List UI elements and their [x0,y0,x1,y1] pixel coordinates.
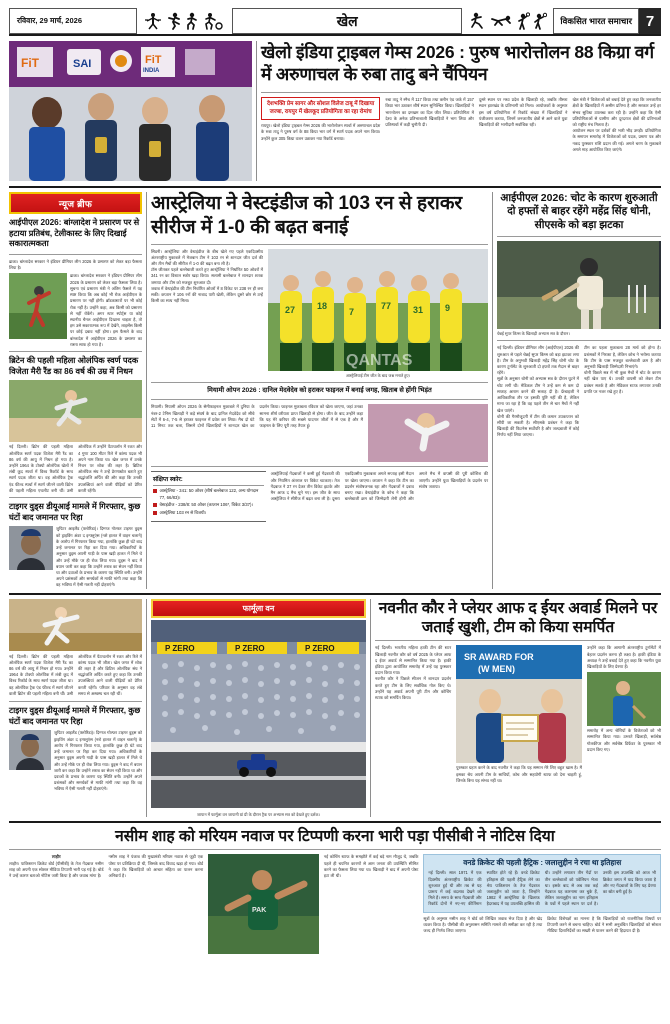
main-intro: सिडनी। आस्ट्रेलिया और वेस्टइंडीज के बीच खेले गए पहले एकदिवसीय अंतरराष्ट्रीय मुकाबले में मेजबान टीम ने 103 रन से शानदार जीत दर्ज की और तीन मैचों की सीरीज में 1-0 की बढ़त बना ली है। [151,248,263,266]
ipl-para-2: धोनी की गैरमौजूदगी में टीम की कमान उपकप्तान को सौंपी जा सकती है। सीएसके प्रबंधन ने कहा कि खिलाड़ी की फिटनेस सर्वोपरि है और जल्दबाजी में कोई निर्णय नहीं लिया जाएगा। [497,413,579,438]
athlete-action-photo [9,599,142,651]
hurdler-icon [470,12,486,30]
brief-headline-2: टाइगर वुड्स डीयूआई मामले में गिरफ्तार, कुछ घंटों बाद जमानत पर रिहा [9,502,141,522]
ipl-para-0: नई दिल्ली। इंडियन प्रीमियर लीग (आईपीएल) 2026 की शुरुआत से पहले चेन्नई सुपर किंग्स को बड़ा झटका लगा है। टीम के अनुभवी खिलाड़ी महेंद्र सिंह धोनी चोट के कारण टूर्नामेंट के शुरुआती दो हफ्तों तक मैदान से बाहर रहेंगे। [497,345,579,376]
page-number: 7 [639,8,661,34]
score-box-title: संक्षिप्त स्कोर: [153,475,264,486]
svg-text:31: 31 [413,304,424,315]
masthead-icons-right [464,8,553,34]
navneet-story-block [375,599,661,817]
middle-band [9,192,661,589]
naseem-headline: नसीम शाह को मरियम नवाज पर टिप्पणी करना भारी पड़ा पीसीबी ने नोटिस दिया [115,827,555,845]
score-line-2: आस्ट्रेलिया 103 रन से विजयी। [153,510,264,516]
main-para-0: टॉस जीतकर पहले बल्लेबाजी करते हुए आस्ट्रेलिया ने निर्धारित 50 ओवरों में 341 रन का विशाल स्कोर खड़ा किया। सलामी बल्लेबाज ने शानदार शतक जमाया और टीम को मजबूत शुरुआत दी। [151,267,263,285]
main-photo-caption: आस्ट्रेलियाई टीम जीत के बाद जश्न मनाते हुए। [345,372,411,378]
lower-left-column [9,599,142,817]
svg-text:(W MEN): (W MEN) [478,664,516,675]
lower-left-brief-headline: टाइगर वुड्स डीयूआई मामले में गिरफ्तार, कुछ घंटों बाद जमानत पर रिहा [9,706,141,726]
score-line-0: आस्ट्रेलिया - 341: 50 ओवर (शीर्ष बल्लेबाज 122, अन्य योगदान 77, 66/83)। [153,488,264,500]
footballer-icon [202,12,224,30]
brand-name: विकसित भारत समाचार [553,8,639,34]
svg-text:FiT: FiT [145,54,162,66]
tennis-player-celebration-photo [368,404,488,462]
svg-text:27: 27 [285,304,296,315]
brief-headline-0: आईपीएल 2026: बांग्लादेश ने प्रसारण पर से हटाया प्रतिबंध, टेलीकास्ट के लिए दिखाई सकारात्मकता [9,218,140,249]
golfer-portrait-photo-2 [9,730,51,770]
news-brief-banner: न्यूज ब्रीफ [9,192,142,214]
award-presentation-photo [456,645,582,763]
navneet-headline: नवनीत कौर ने प्लेयर आफ द ईयर अवार्ड मिलने पर जताई खुशी, टीम को किया समर्पित [378,599,658,636]
badminton-icon [516,12,530,30]
medal-ceremony-photo [9,41,252,181]
australia-team-celebration-photo [268,249,488,371]
brief-body-2: जुपिटर आइलैंड (फ्लोरिडा)। दिग्गज गोल्फर टाइगर वुड्स को ड्राइविंग अंडर द इन्फ्लुएंस (नशे हालत में वाहन चलाने) के आरोप में गिरफ्तार किया गया, हालांकि कुछ ही घंटे बाद उन्हें जमानत पर रिहा कर दिया गया। अधिकारियों के अनुसार वुड्स अपनी गाड़ी के पास खड़ी हालत में मिले थे और उन्हें मौके पर ही रोक लिया गया। वुड्स ने बाद में बयान जारी कर कहा कि उन्होंने शराब का सेवन नहीं किया था और दवाओं के प्रभाव के कारण यह स्थिति बनी। उन्होंने अपने प्रशंसकों और समर्थकों से माफी मांगी तथा कहा कि वह भविष्य में ऐसी गलती नहीं दोहराएंगे। [56,526,142,588]
long-jump-athlete-photo [9,380,142,442]
score-box [151,471,266,521]
ipl-para-1: सूत्रों के अनुसार धोनी को अभ्यास सत्र के दौरान घुटने में चोट लगी थी। मेडिकल टीम ने उन्हें कम से कम दो सप्ताह आराम करने की सलाह दी है। फ्रेंचाइजी ने आधिकारिक तौर पर इसकी पुष्टि नहीं की है, लेकिन माना जा रहा है कि वह पहले तीन से चार मैचों में नहीं खेल पाएंगे। [497,376,579,413]
main-para-1: जवाब में वेस्टइंडीज की टीम निर्धारित ओवरों में 8 विकेट पर 238 रन ही बना सकी। कप्तान ने 106 रनों की नाबाद पारी खेली, लेकिन दूसरे छोर से उन्हें किसी का साथ नहीं मिला। [151,285,264,304]
svg-text:9: 9 [445,302,451,313]
diver-icon [489,12,513,30]
score-line-1: वेस्टइंडीज - 238/8: 50 ओवर (कप्तान 106*, विकेट 3/37)। [153,502,264,508]
naseem-shah-celebration-photo [208,854,319,954]
ipl-headline: आईपीएल 2026: चोट के कारण शुरुआती दो हफ्तों से बाहर रहेंगे महेंद्र सिंह धोनी, सीएसके को बड़ा झटका [500,192,658,231]
navneet-para-1: नवनीत कौर ने पिछले सीजन में शानदार प्रदर्शन करते हुए टीम के लिए सर्वाधिक गोल किए थे। उन्होंने यह अवार्ड अपनी पूरी टीम और कोचिंग स्टाफ को समर्पित किया। [375,676,452,701]
naseem-para-3: सूत्रों के अनुसार नसीम शाह ने बोर्ड को लिखित जवाब भेज दिया है और खेद व्यक्त किया है। पीसीबी की अनुशासन समिति मामले की समीक्षा कर रही है तथा जल्द ही निर्णय लिया जाएगा। [423,915,543,934]
brief-item-1 [9,356,142,494]
main-tail-text: आस्ट्रेलियाई गेंदबाजों ने कसी हुई गेंदबाजी की और नियमित अंतराल पर विकेट चटकाए। तेज गेंदबाज ने 37 रन देकर तीन विकेट झटके और मैन आफ द मैच चुने गए। इस जीत के साथ आस्ट्रेलिया ने सीरीज में बढ़त बना ली है। दूसरा एकदिवसीय मुकाबला अगले सप्ताह इसी मैदान पर खेला जाएगा। कप्तान ने कहा कि टीम का प्रदर्शन संतोषजनक रहा और गेंदबाजों ने दबाव बनाए रखा। वेस्टइंडीज के कोच ने कहा कि बल्लेबाजी क्रम को जिम्मेदारी लेनी होगी और अगले मैच में वापसी की पूरी कोशिश की जाएगी। उन्होंने युवा खिलाड़ियों के प्रदर्शन पर संतोष जताया। [270,471,488,502]
svg-text:PAK: PAK [252,907,267,915]
news-brief-column [9,192,142,589]
masthead-icons-left [137,8,230,34]
lead-para-1: रुबा तादु ने स्नैच में 117 किग्रा तथा क्लीन एंड जर्क में 157 किग्रा भार उठाकर शीर्ष स्थान सुनिश्चित किया। खिलाड़ियों ने भारत्तोलन का दमखम का दिल जीत लिया। प्रतियोगिता में देश्य के अनेक प्रतिभाशाली खिलाड़ियों ने भाग लिया और प्रतिस्पर्धा में कड़ी चुनौती दी। [385,97,474,127]
f1-caption: जापान में फार्मूला वन जापानी ग्रां प्री के दौरान ट्रैक पर अभ्यास सत्र को देखते हुए दर्शक। [197,811,320,817]
naseem-dateline: लाहौर [51,854,61,860]
tennis-icon [533,12,547,30]
ipl-story-column [497,192,661,589]
lead-headline: खेलो इंडिया ट्राइबल गेम्स 2026 : पुरुष भारोत्तोलन 88 किग्रा वर्ग में अरुणाचल के रुबा तादु बने चैंपियन [261,42,654,85]
bowler-action-photo [9,273,67,339]
naseem-story-block [9,827,661,954]
lower-band [9,599,661,817]
svg-text:P ZERO: P ZERO [235,643,265,653]
navneet-para-4: समारोह में अन्य श्रेणियों के विजेताओं को भी सम्मानित किया गया। उभरते खिलाड़ी, सर्वश्रेष्ठ गोलकीपर और सर्वश्रेष्ठ डिफेंडर के पुरस्कार भी प्रदान किए गए। [587,728,661,752]
brief-item-2 [9,502,142,589]
sprinter-icon [185,12,199,30]
lead-para-4: आयोजन स्थल पर दर्शकों की भारी भीड़ उमड़ी। प्रतियोगिता के समापन समारोह में विजेताओं को पदक, प्रमाण पत्र और नकद पुरस्कार राशि प्रदान की गई। अगले चरण के मुकाबले अगले माह आयोजित किए जाएंगे। [572,128,661,152]
score-bullet-icon [153,503,157,507]
f1-race-track-photo [151,620,366,808]
brief-lede-0: ढाका। बांग्लादेश सरकार ने इंडियन प्रीमियर लीग 2026 के प्रसारण को लेकर बड़ा फैसला लिया है। [9,258,142,271]
naseem-para-2: नई कोचिंग स्टाफ के समझौते में कई बड़े नाम मौजूद थे, जबकि पहले ही चयनित कारणों से आम जनता की उपस्थिति सीमित करने का फैसला लिया गया था। खिलाड़ी ने बाद में अपनी पोस्ट हटा ली थी। [323,854,419,879]
lead-para-3: खेल मंत्री ने विजेताओं को बधाई देते हुए कहा कि जनजातीय क्षेत्रों के खिलाड़ियों में असीम प्रतिभा है और सरकार उन्हें हर संभव सुविधा उपलब्ध करा रही है। उन्होंने कहा कि ऐसी प्रतियोगिताओं से ग्रामीण और दूरदराज क्षेत्रों की प्रतिभाओं को राष्ट्रीय मंच मिलता है। [572,97,661,127]
masthead-date: रविवार, 29 मार्च, 2026 [9,8,137,34]
formula-one-block [151,599,366,817]
svg-text:7: 7 [349,306,355,317]
navneet-para-0: नई दिल्ली। भारतीय महिला हाकी टीम की स्टार खिलाड़ी नवनीत कौर को वर्ष 2025 के प्लेयर आफ द ईयर अवार्ड से सम्मानित किया गया है। हाकी इंडिया द्वारा आयोजित समारोह में उन्हें यह पुरस्कार प्रदान किया गया। [375,645,452,676]
lead-para-2: दूसरे स्थान पर मध्य प्रदेश के खिलाड़ी रहे, जबकि तीसरा स्थान झारखंड के प्रतिभागी को मिला। आयोजकों के अनुसार इस वर्ष प्रतियोगिता में रिकॉर्ड संख्या में खिलाड़ियों ने पंजीकरण कराया, जिनमें जनजातीय क्षेत्रों से आने वाले युवा खिलाड़ियों की भागीदारी सर्वाधिक रही। [478,97,568,127]
lead-story [9,41,661,181]
svg-text:FiT: FiT [21,56,39,70]
naseem-blue-box [423,854,661,912]
masthead [9,8,661,36]
golfer-portrait-photo [9,526,53,570]
main-sub-story [151,387,488,463]
navneet-para-3: उन्होंने कहा कि आगामी अंतरराष्ट्रीय टूर्नामेंटों में बेहतर प्रदर्शन करना ही लक्ष्य है। हाकी इंडिया के अध्यक्ष ने उन्हें बधाई देते हुए कहा कि नवनीत युवा खिलाड़ियों के लिए प्रेरणा हैं। [587,645,661,669]
naseem-para-0: लाहौर। पाकिस्तान क्रिकेट बोर्ड (पीसीबी) के तेज गेंदबाज नसीम शाह को अपनी एक सोशल मीडिया टिप्पणी भारी पड़ गई है। बोर्ड ने उन्हें कारण बताओ नोटिस जारी किया है और जवाब मांगा है। [9,860,104,879]
svg-text:SAI: SAI [73,58,92,70]
runner-icon [166,12,182,30]
svg-text:18: 18 [317,300,328,311]
sub-body: मियामी। मियामी ओपन 2026 के सेमीफाइनल मुकाबले में दुनिया के नंबर-2 टेनिस खिलाड़ी ने कड़े संघर्ष के बाद दानिल मेदवेदेव को सीधे सेटों में 6-4, 7-5 से हराकर फाइनल में प्रवेश कर लिया। मैच दो घंटे 11 मिनट तक चला, जिसमें दोनों खिलाड़ियों ने शानदार खेल का प्रदर्शन किया। फाइनल मुकाबला रविवार को खेला जाएगा, जहां उनका सामना शीर्ष वरीयता प्राप्त खिलाड़ी से होगा। जीत के बाद उन्होंने कहा कि यह मेरे करियर की सबसे यादगार जीतों में से एक है और मैं फाइनल के लिए पूरी तरह तैयार हूं। [151,404,363,429]
section-title: खेल [232,8,462,34]
svg-text:SR AWARD FOR: SR AWARD FOR [464,652,534,663]
svg-text:77: 77 [381,300,392,311]
score-bullet-icon [153,489,157,493]
brief-headline-1: ब्रिटेन की पहली महिला ओलंपिक स्वर्ण पदक विजेता मैरी रैंड का 86 वर्ष की उम्र में निधन [9,356,139,376]
main-story-column [151,192,488,589]
ipl-para-4: धोनी पिछले सत्र में भी कुछ मैचों में चोट के कारण नहीं खेल पाए थे। उनकी वापसी को लेकर टीम प्रबंधन सतर्क है और मेडिकल स्टाफ लगातार उनकी प्रगति पर नजर रखे हुए है। [584,370,661,394]
svg-text:INDIA: INDIA [143,68,160,74]
blue-box-body: नई दिल्ली। साल 1971 में एक दिवसीय अंतरराष्ट्रीय क्रिकेट की शुरुआत हुई थी और तब से यह प्रारूप में कई बदलाव देखने को मिले हैं। समय के साथ गेंदबाजी और रिकॉर्ड दोनों में नए-नए कीर्तिमान स्थापित होते रहे हैं। वनडे क्रिकेट इतिहास की पहली हैट्रिक लेने का श्रेय पाकिस्तान के तेज गेंदबाज जलालुद्दीन को जाता है, जिन्होंने 1982 में आस्ट्रेलिया के खिलाफ हैदराबाद में यह उपलब्धि हासिल की थी। उन्होंने लगातार तीन गेंदों पर तीन बल्लेबाजों को पवेलियन भेजा था। इसके बाद से अब तक कई गेंदबाज यह कारनामा कर चुके हैं, लेकिन जलालुद्दीन का नाम इतिहास के पन्नों में पहले स्थान पर दर्ज है। उनकी इस उपलब्धि को आज भी क्रिकेट जगत में याद किया जाता है और नए गेंदबाजों के लिए यह प्रेरणा का स्रोत बनी हुई है। [428,870,656,907]
blue-box-headline: वनडे क्रिकेट की पहली हैट्रिक : जलालुद्दीन ने रचा था इतिहास [463,858,622,868]
svg-text:QANTAS: QANTAS [346,351,413,369]
ipl-para-3: टीम का पहला मुकाबला 28 मार्च को होना है। प्रशंसकों में निराशा है, लेकिन कोच ने भरोसा जताया कि टीम के पास मजबूत बल्लेबाजी क्रम है और अनुभवी खिलाड़ी जिम्मेदारी निभाएंगे। [584,345,661,370]
brief-body-0: ढाका। बांग्लादेश सरकार ने इंडियन प्रीमियर लीग 2026 के प्रसारण को लेकर बड़ा फैसला लिया है। सूचना एवं प्रसारण मंत्री ने अंतिम फैसले में यह स्पष्ट किया कि अब कोई भी रोक आईपीएल के प्रसारण पर नहीं होगी। ब्रॉडकास्टरों पर भी कोई रोक नहीं है। उन्होंने कहा, अब किसी को प्रसारण से नहीं रोकेंगे। अगर स्टार स्पोर्ट्स या कोई स्थानीय चैनल आईपीएल दिखाना चाहता है, तो हम उसे सकारात्मक रूप में देखेंगे, लाइसेंस किसी पर कोई दबाव नहीं होगा। इस फैसले के बाद बांग्लादेश में आईपीएल 2026 के प्रसारण का रास्ता साफ हो गया है। [70,273,142,347]
ipl-photo-caption: चेन्नई सुपर किंग्स के खिलाड़ी अभ्यास सत्र के दौरान। [497,330,570,336]
sub-headline: मियामी ओपन 2026 : दानिल मेदवेदेव को हराकर फाइनल में बनाई जगह, खिताब से होंगी भिड़ंत [207,386,432,394]
lead-para-0: रायपुर। खेलो इंडिया ट्राइबल गेम्स 2026 की भारोत्तोलन स्पर्धा में अरुणाचल प्रदेश के रुबा तादु ने पुरुष वर्ग के 88 किग्रा भार वर्ग में स्वर्ण पदक अपने नाम किया। उन्होंने कुल 305 किग्रा वजन उठाकर नया रिकॉर्ड बनाया। [261,123,381,141]
brief-body-1: नई दिल्ली। ब्रिटेन की पहली महिला ओलंपिक स्वर्ण पदक विजेता मैरी रैंड का 86 वर्ष की आयु में निधन हो गया है। उन्होंने 1964 के टोक्यो ओलंपिक खेलों में लंबी कूद स्पर्धा में विश्व रिकॉर्ड के साथ स्वर्ण पदक जीता था। वह ओलंपिक ट्रैक एंड फील्ड स्पर्धा में स्वर्ण जीतने वाली ब्रिटेन की पहली महिला एथलीट बनी थीं। उसी ओलंपिक में उन्होंने पेंटाथलॉन में रजत और 4 गुणा 100 मीटर रिले में कांस्य पदक भी अपने नाम किया था। खेल जगत में उनके निधन पर शोक की लहर है। ब्रिटिश ओलंपिक संघ ने उन्हें प्रेरणास्रोत बताते हुए श्रद्धांजलि अर्पित की और कहा कि उनकी उपलब्धियां आने वाली पीढ़ियों को प्रेरित करती रहेंगी। [9,444,142,493]
formula-one-banner: फार्मूला वन [151,599,366,618]
lower-left-body: नई दिल्ली। ब्रिटेन की पहली महिला ओलंपिक स्वर्ण पदक विजेता मैरी रैंड का 86 वर्ष की आयु में निधन हो गया। उन्होंने 1964 के टोक्यो ओलंपिक में लंबी कूद में विश्व रिकॉर्ड के साथ स्वर्ण पदक जीता था। वह ओलंपिक ट्रैक एंड फील्ड में स्वर्ण जीतने वाली ब्रिटेन की पहली महिला बनी थीं। उसी ओलंपिक में पेंटाथलॉन में रजत और रिले में कांस्य पदक भी जीता। खेल जगत में शोक की लहर है और ब्रिटिश ओलंपिक संघ ने श्रद्धांजलि अर्पित करते हुए कहा कि उनकी उपलब्धियां आने वाली पीढ़ियों को प्रेरित करती रहेंगी। परिवार के अनुसार वह लंबे समय से अस्वस्थ चल रही थीं। [9,653,142,696]
svg-text:P ZERO: P ZERO [165,643,195,653]
naseem-para-4: क्रिकेट विशेषज्ञों का मानना है कि खिलाड़ियों को राजनीतिक विषयों पर टिप्पणी करने से बचना चाहिए। बोर्ड ने सभी अनुबंधित खिलाड़ियों को सोशल मीडिया दिशानिर्देशों का सख्ती से पालन करने की हिदायत दी है। [547,915,661,934]
score-bullet-icon [153,511,157,515]
lower-left-brief-body: जुपिटर आइलैंड (फ्लोरिडा)। दिग्गज गोल्फर टाइगर वुड्स को ड्राइविंग अंडर द इन्फ्लुएंस (नशे हालत में वाहन चलाने) के आरोप में गिरफ्तार किया गया, हालांकि कुछ ही घंटे बाद उन्हें जमानत पर रिहा कर दिया गया। अधिकारियों के अनुसार वुड्स अपनी गाड़ी के पास खड़ी हालत में मिले थे और उन्हें मौके पर ही रोक लिया गया। वुड्स ने बाद में बयान जारी कर कहा कि उन्होंने शराब का सेवन नहीं किया था और दवाओं के प्रभाव के कारण यह स्थिति बनी। उन्होंने अपने प्रशंसकों और समर्थकों से माफी मांगी तथा कहा कि वह भविष्य में ऐसी गलती नहीं दोहराएंगे। [54,730,142,792]
dhoni-batting-photo [497,241,661,329]
main-headline: आस्ट्रेलिया ने वेस्टइंडीज को 103 रन से हराकर सीरीज में 1-0 की बढ़त बनाई [151,193,463,238]
gymnast-icon [143,12,163,30]
svg-text:P ZERO: P ZERO [305,643,335,653]
brief-item-0 [9,218,142,348]
lead-highlight-box: देशभक्ति प्रेम सागर और सोशल विलेज टाबू में दिखाया जज्बा, रायपुर में खेलकूद प्रतियोगिता का रहा रोमांच [261,97,380,120]
naseem-para-1: नसीम शाह ने पंजाब की मुख्यमंत्री मरियम नवाज से जुड़ी एक पोस्ट पर प्रतिक्रिया दी थी, जिसके बाद विवाद खड़ा हो गया। बोर्ड ने कहा कि खिलाड़ियों को आचार संहिता का पालन करना अनिवार्य है। [108,854,204,879]
hockey-player-photo [587,672,661,726]
navneet-para-2: पुरस्कार ग्रहण करने के बाद नवनीत ने कहा कि यह सम्मान मेरे लिए बहुत खास है। मैं इसका श्रेय अपनी टीम के साथियों, कोच और सहयोगी स्टाफ को देना चाहती हूं, जिनके बिना यह संभव नहीं था। [456,765,582,783]
